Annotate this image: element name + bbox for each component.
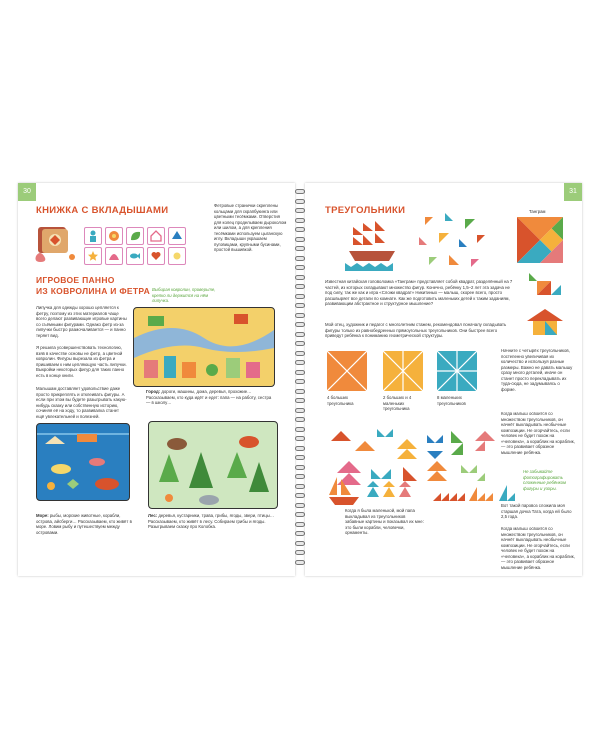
felt-inserts-row — [84, 227, 186, 245]
spiral-ring — [295, 227, 305, 232]
triangles-intro-text-2: Мой отец, художник и педагог с многолетним стажем, рекомендовал поначалу складывать фигуры только из равнобедренных прямоугольных треугольников. Они быстрее всего приведут ребёнка к пониманию геометрической структуры. — [325, 322, 507, 338]
felt-insert-fish-icon — [126, 247, 144, 265]
spiral-ring — [295, 303, 305, 308]
spiral-ring — [295, 275, 305, 280]
tangram-square-illustration — [517, 217, 563, 263]
spiral-ring — [295, 503, 305, 508]
felt-insert-heart-icon — [147, 247, 165, 265]
forest-caption — [148, 513, 276, 530]
spiral-ring — [295, 341, 305, 346]
spiral-ring — [295, 199, 305, 204]
forest-panel-illustration — [148, 421, 278, 509]
triangle-people-illustration — [367, 479, 413, 507]
spiral-ring — [295, 398, 305, 403]
childhood-memory-text: Когда я была маленькой, мой папа выкладывал из треугольников забавные картины и показывал их мне: это были корабли, человечки, орнаменты. — [345, 508, 424, 535]
spiral-ring — [295, 474, 305, 479]
city-caption-label: Город: — [146, 389, 161, 394]
spiral-ring — [295, 493, 305, 498]
tangram-fox-illustration — [525, 269, 565, 303]
spiral-ring — [295, 379, 305, 384]
spiral-ring — [295, 436, 305, 441]
spiral-ring — [295, 332, 305, 337]
tangram-label: Танграм — [529, 209, 546, 214]
city-panel-illustration — [133, 307, 275, 387]
felt-insert-sun-icon — [168, 247, 186, 265]
spiral-ring — [295, 522, 305, 527]
city-caption-text: дороги, машины, дома, деревья, прохожие… Рассказываем, кто куда идёт и едет: папа — на работу, сестра — в школу… — [146, 389, 272, 405]
spiral-ring — [295, 370, 305, 375]
page-number-tab-left: 30 — [18, 183, 36, 201]
spiral-ring — [295, 284, 305, 289]
left-subtitle-line2: ИЗ КОВРОЛИНА И ФЕТРА — [36, 286, 151, 296]
spiral-ring — [295, 256, 305, 261]
square-caption-2: 2 больших и 4 маленьких треугольника — [383, 395, 412, 411]
spiral-ring — [295, 322, 305, 327]
tangram-intro-text: Известная китайская головоломка «Танграм» представляет собой квадрат, разделённый на 7 частей, из которых складывают множество фигур. Конечно, ребёнку 1,5–2 лет эта задача не под силу, так же как и игра «Сложи квадрат» Никитиных — малыш, скорее всего, просто расшвыряет все детали по комнате. Как же подготовить маленьких детей к таким заданиям, развивающим абстрактное и структурное мышление? — [325, 279, 513, 306]
spiral-ring — [295, 389, 305, 394]
spiral-ring — [295, 512, 305, 517]
spiral-ring — [295, 484, 305, 489]
spiral-ring — [295, 427, 305, 432]
spiral-binding — [295, 189, 305, 574]
spiral-ring — [295, 531, 305, 536]
felt-insert-flower-icon — [105, 227, 123, 245]
daughter-locomotive-text: Вот такой паровоз сложила моя старшая дочка Тата, когда ей было 2,5 года. — [501, 503, 572, 519]
left-page — [18, 183, 295, 576]
left-subtitle-line1: ИГРОВОЕ ПАННО — [36, 275, 115, 285]
felt-book-intro: Фетровые странички скреплены кольцами для скрапбукинга или цветными тесёмками. Отверстия для колец проделываем дыроколом или шилом, а для крепления тесёмками используем цыганскую иглу. Вкладыши украшаем пуговицами, крупными бусинами, простой вышивкой. — [214, 203, 287, 252]
forest-caption-text: деревья, кустарники, трава, грибы, ягоды, звери, птицы… Рассказываем, кто живёт в лесу. Собираем грибы и ягоды. Разыгрываем сказку про Колобка. — [148, 513, 275, 529]
spiral-ring — [295, 313, 305, 318]
right-page-title: ТРЕУГОЛЬНИКИ — [325, 205, 406, 216]
felt-insert-tree-icon — [168, 227, 186, 245]
spiral-ring — [295, 541, 305, 546]
forest-caption-label: Лес: — [148, 513, 158, 518]
spiral-ring — [295, 360, 305, 365]
triangle-ship-illustration — [345, 217, 399, 271]
spiral-ring — [295, 237, 305, 242]
tangram-house-illustration — [523, 307, 567, 337]
sea-caption-text: рыбы, морские животные, корабли, острова, айсберги… Рассказываем, кто живёт в море. Ловим рыбу и путешествуем между островами. — [36, 513, 132, 535]
spiral-ring — [295, 455, 305, 460]
panel-body-text-1: Липучка для одежды хорошо цепляется к фетру, поэтому из этих материалов чаще всего делают развивающие игровые картины со съёмными фигурами. Однако фетр из-за липучки быстро размочаливается — и панно теряет вид. — [36, 305, 127, 338]
square-eight-small-triangles — [437, 351, 477, 391]
spiral-ring — [295, 189, 305, 194]
spiral-ring — [295, 408, 305, 413]
sea-panel-illustration — [36, 423, 130, 501]
felt-insert-person-icon — [84, 227, 102, 245]
spiral-ring — [295, 208, 305, 213]
spiral-ring — [295, 560, 305, 565]
spiral-ring — [295, 351, 305, 356]
felt-insert-star-icon — [84, 247, 102, 265]
imaginative-thinking-text: Когда малыш освоится со множеством треугольников, он начнёт выкладывать необычные композиции. Не огорчайтесь, если человек не будет похож на «человека», а кораблик на кораблик, — это развивает образное мышление ребёнка. — [501, 526, 575, 570]
spiral-ring — [295, 446, 305, 451]
spiral-ring — [295, 465, 305, 470]
square-four-big-triangles — [327, 351, 367, 391]
spiral-ring — [295, 550, 305, 555]
right-page — [305, 183, 582, 576]
book-spread — [18, 183, 582, 576]
spiral-ring — [295, 218, 305, 223]
felt-inserts-row-2 — [84, 247, 186, 265]
felt-insert-house-icon — [147, 227, 165, 245]
left-page-title: КНИЖКА С ВКЛАДЫШАМИ — [36, 205, 169, 216]
photo-tip-note: Не забывайте фотографировать сложенные ребёнком фигуры и узоры. — [523, 469, 567, 491]
triangle-boat-illustration — [327, 473, 361, 507]
spiral-ring — [295, 265, 305, 270]
square-two-big-four-small-triangles — [383, 351, 423, 391]
felt-book-illustration — [34, 223, 82, 265]
panel-body-text-2: Я решила усовершенствовать технологию, взяв в качестве основы не фетр, а цветной ковролин. Фигуры вырезала из фетра и пришиваем к ним цепляющую часть липучки. Выкройки некоторых фигур для таких панно есть в конце книги. — [36, 345, 127, 378]
spiral-ring — [295, 246, 305, 251]
felt-insert-shell-icon — [105, 247, 123, 265]
scattered-triangles-illustration — [415, 211, 491, 277]
square-caption-1: 4 больших треугольника — [327, 395, 354, 406]
felt-insert-leaf-icon — [126, 227, 144, 245]
spiral-ring — [295, 294, 305, 299]
start-with-four-text: Начните с четырёх треугольников, постепенно увеличивая их количество и используя разные размеры. Важно не давать малышу сразу много деталей, иначе он станет просто перекладывать их туда-сюда, не задумываясь о форме. — [501, 348, 573, 392]
sea-caption — [36, 513, 132, 535]
carpet-tip-note: Выбирая ковролин, проверьте, крепко ли держится на нём липучка. — [152, 287, 216, 303]
city-caption — [146, 389, 274, 406]
spiral-ring — [295, 417, 305, 422]
panel-body-text-3: Малышам доставляет удовольствие даже просто прикреплять и отклеивать фигуры. А если при этом вы будете разыгрывать какую-нибудь сказку или собственную историю, сочиняя её на ходу, то развивалка станет ещё увлекательней и полезней. — [36, 386, 127, 419]
sea-caption-label: Море: — [36, 513, 49, 518]
page-number-tab-right: 31 — [564, 183, 582, 201]
many-triangles-text: Когда малыш освоится со множеством треугольников, он начнёт выкладывать необычные композиции. Не огорчайтесь, если человек не будет похож на «человека», а кораблик на кораблик, — это развивает образное мышление ребёнка. — [501, 411, 575, 455]
square-caption-3: 8 маленьких треугольников — [437, 395, 466, 406]
